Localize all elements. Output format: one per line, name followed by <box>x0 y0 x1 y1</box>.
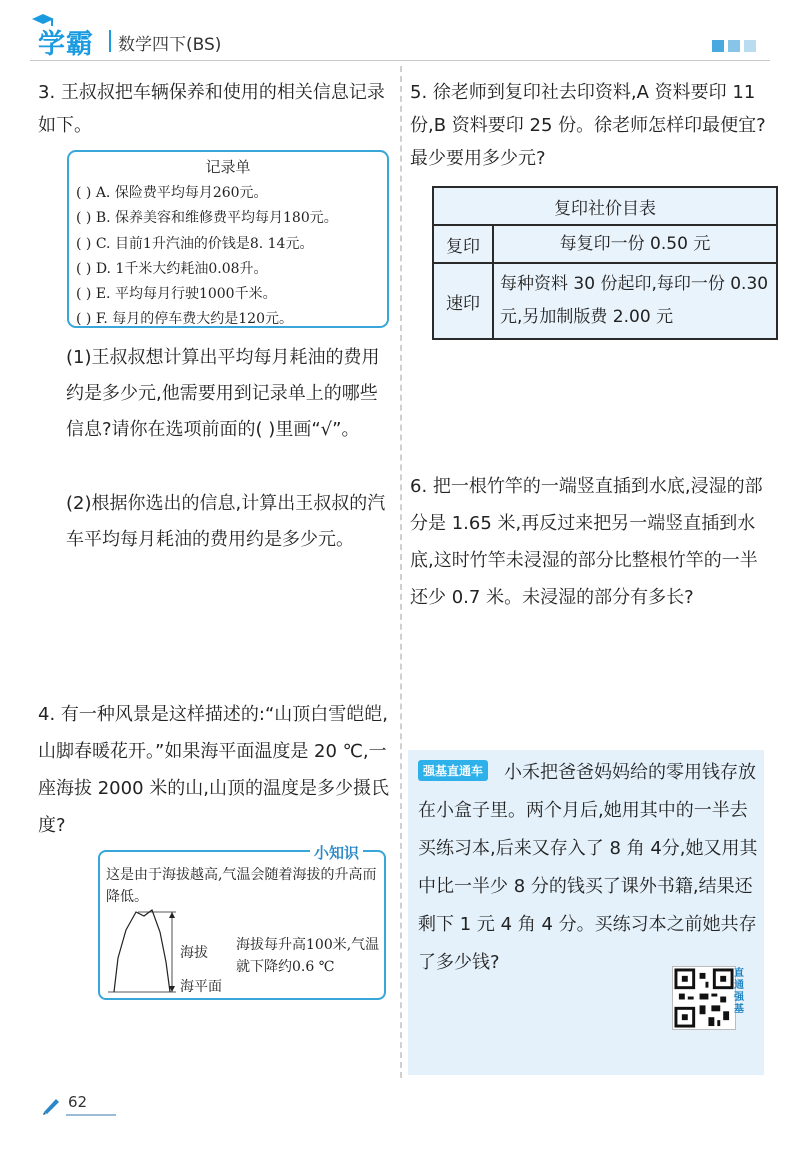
brand-logo: 学霸 <box>38 29 94 60</box>
question-3-part-2: (2)根据你选出的信息,计算出王叔叔的汽车平均每月耗油的费用约是多少元。 <box>66 493 386 550</box>
mountain-diagram <box>108 908 178 994</box>
header-squares-decoration <box>712 40 756 52</box>
record-item-a[interactable]: ( ) A. 保险费平均每月260元。 <box>76 185 268 201</box>
bonus-tag: 强基直通车 <box>418 760 488 781</box>
question-6-text: 6. 把一根竹竿的一端竖直插到水底,浸湿的部分是 1.65 米,再反过来把另一端竖直插到水底,这时竹竿未浸湿的部分比整根竹竿的一半还少 0.7 米。未浸湿的部分有多长? <box>410 476 763 608</box>
bonus-question-text <box>418 754 758 982</box>
qr-label: 直通强基 <box>734 968 744 1015</box>
price-table <box>432 186 778 340</box>
bonus-question-body: 小禾把爸爸妈妈给的零用钱存放在小盒子里。两个月后,她用其中的一半去买练习本,后来又存入了 8 角 4分,她又用其中比一半少 8 分的钱买了课外书籍,结果还剩下 1 元 4 角 4 分。买练习本之前她共存了多少钱? <box>418 762 758 973</box>
record-sheet-title: 记录单 <box>205 158 251 176</box>
record-sheet-items <box>76 181 386 333</box>
logo-divider <box>109 30 111 52</box>
record-item-e[interactable]: ( ) E. 平均每月行驶1000千米。 <box>76 286 277 303</box>
record-item-c[interactable]: ( ) C. 目前1升汽油的价钱是8. 14元。 <box>76 235 314 252</box>
question-3-text: 3. 王叔叔把车辆保养和使用的相关信息记录如下。 <box>38 82 385 136</box>
altitude-label: 海拔 <box>180 945 208 961</box>
page-number: 62 <box>68 1093 88 1111</box>
column-divider <box>400 66 402 1078</box>
record-item-d[interactable]: ( ) D. 1千米大约耗油0.08升。 <box>76 260 268 277</box>
question-5-text: 5. 徐老师到复印社去印资料,A 资料要印 11 份,B 资料要印 25 份。徐老师怎样印最便宜?最少要用多少元? <box>410 82 766 169</box>
price-row-desc: 每复印一份 0.50 元 <box>493 225 777 263</box>
header-rule <box>30 60 770 61</box>
subject-title: 数学四下(BS) <box>118 35 222 55</box>
sea-level-label: 海平面 <box>180 979 222 995</box>
qr-code-icon[interactable] <box>672 966 736 1030</box>
question-4-text: 4. 有一种风景是这样描述的:“山顶白雪皑皑,山脚春暖花开。”如果海平面温度是 20 ℃,一座海拔 2000 米的山,山顶的温度是多少摄氏度? <box>38 704 389 836</box>
price-row-desc: 每种资料 30 份起印,每印一份 0.30 元,另加制版费 2.00 元 <box>493 263 777 339</box>
question-3-part-1: (1)王叔叔想计算出平均每月耗油的费用约是多少元,他需要用到记录单上的哪些信息?请你在选项前面的( )里画“√”。 <box>66 347 380 440</box>
price-table-title: 复印社价目表 <box>433 187 777 225</box>
knowledge-note: 海拔每升高100米,气温就下降约0.6 ℃ <box>236 937 380 975</box>
price-row-label: 复印 <box>433 225 493 263</box>
knowledge-text: 这是由于海拔越高,气温会随着海拔的升高而降低。 <box>106 867 377 905</box>
pencil-icon <box>40 1094 62 1116</box>
record-item-f[interactable]: ( ) F. 每月的停车费大约是120元。 <box>76 311 293 328</box>
knowledge-label: 小知识 <box>310 842 363 863</box>
record-item-b[interactable]: ( ) B. 保养美容和维修费平均每月180元。 <box>76 210 338 227</box>
price-row-label: 速印 <box>433 263 493 339</box>
footer-rule <box>66 1114 116 1116</box>
